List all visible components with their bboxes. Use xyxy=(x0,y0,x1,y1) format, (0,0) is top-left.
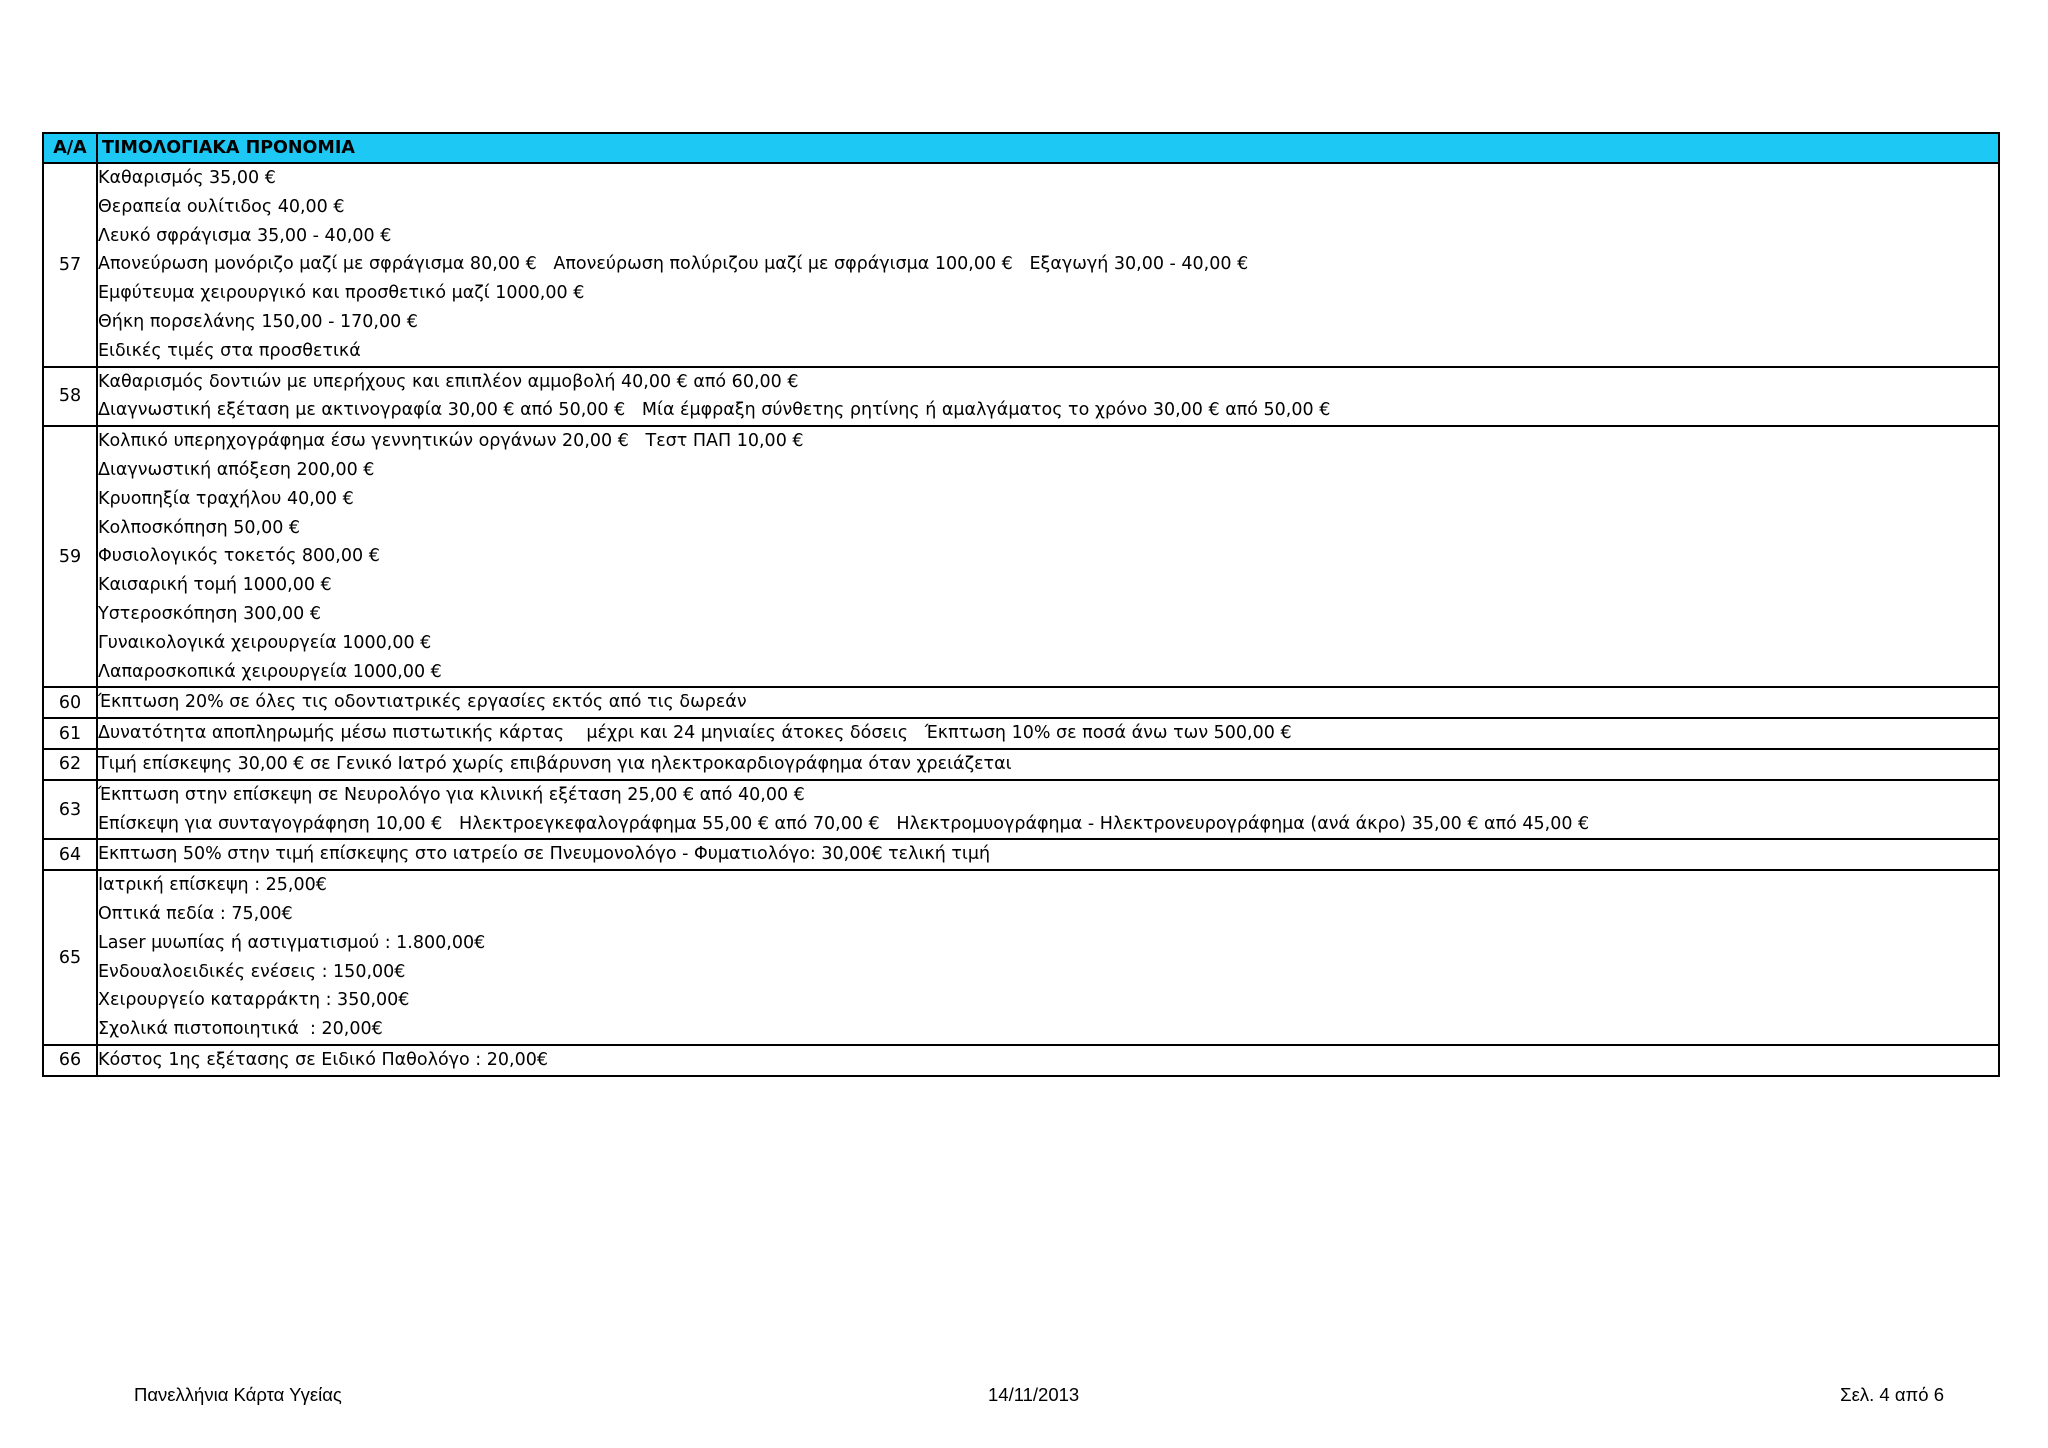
benefit-line: Φυσιολογικός τοκετός 800,00 € xyxy=(98,546,380,567)
row-number: 64 xyxy=(43,839,97,870)
benefit-line: Κολπικό υπερηχογράφημα έσω γεννητικών οργάνων 20,00 € Τεστ ΠΑΠ 10,00 € xyxy=(98,431,804,452)
benefit-line: Ειδικές τιμές στα προσθετικά xyxy=(98,340,361,361)
row-number: 58 xyxy=(43,367,97,427)
benefit-line: Λαπαροσκοπικά χειρουργεία 1000,00 € xyxy=(98,661,442,682)
footer-date: 14/11/2013 xyxy=(988,1384,1080,1405)
benefits-cell xyxy=(97,687,1999,718)
column-header-aa: Α/Α xyxy=(43,133,97,163)
row-number: 62 xyxy=(43,749,97,780)
footer-page-number: Σελ. 4 από 6 xyxy=(1840,1384,1944,1405)
benefit-line: Σχολικά πιστοποιητικά : 20,00€ xyxy=(98,1019,383,1040)
table-row xyxy=(43,426,1999,687)
benefit-line: Εκπτωση 50% στην τιμή επίσκεψης στο ιατρείο σε Πνευμονολόγο - Φυματιολόγο: 30,00€ τελική τιμή xyxy=(98,844,991,865)
benefits-cell xyxy=(97,839,1999,870)
benefit-line: Τιμή επίσκεψης 30,00 € σε Γενικό Ιατρό χωρίς επιβάρυνση για ηλεκτροκαρδιογράφημα όταν χρειάζεται xyxy=(98,753,1012,774)
benefits-cell xyxy=(97,1045,1999,1076)
row-number: 57 xyxy=(43,163,97,367)
benefit-line: Οπτικά πεδία : 75,00€ xyxy=(98,903,293,924)
benefit-line: Υστεροσκόπηση 300,00 € xyxy=(98,603,322,624)
benefit-line: Θήκη πορσελάνης 150,00 - 170,00 € xyxy=(98,311,418,332)
benefits-cell xyxy=(97,163,1999,367)
table-body xyxy=(43,163,1999,1076)
table-row xyxy=(43,718,1999,749)
benefits-cell xyxy=(97,426,1999,687)
benefits-cell xyxy=(97,780,1999,840)
benefit-line: Γυναικολογικά χειρουργεία 1000,00 € xyxy=(98,632,432,653)
benefit-line: Διαγνωστική απόξεση 200,00 € xyxy=(98,459,375,480)
table-row xyxy=(43,870,1999,1045)
benefits-cell xyxy=(97,367,1999,427)
benefit-line: Λευκό σφράγισμα 35,00 - 40,00 € xyxy=(98,225,392,246)
benefit-line: Καθαρισμός 35,00 € xyxy=(98,168,276,188)
benefits-cell xyxy=(97,718,1999,749)
table-row xyxy=(43,780,1999,840)
row-number: 61 xyxy=(43,718,97,749)
benefit-line: Ιατρική επίσκεψη : 25,00€ xyxy=(98,875,327,896)
table-header-row xyxy=(43,133,1999,163)
row-number: 66 xyxy=(43,1045,97,1076)
benefit-line: Κρυοπηξία τραχήλου 40,00 € xyxy=(98,488,354,509)
row-number: 59 xyxy=(43,426,97,687)
benefit-line: Κολποσκόπηση 50,00 € xyxy=(98,517,301,538)
benefits-cell xyxy=(97,870,1999,1045)
benefit-line: Ενδουαλοειδικές ενέσεις : 150,00€ xyxy=(98,961,406,982)
benefit-line: Διαγνωστική εξέταση με ακτινογραφία 30,00 € από 50,00 € Μία έμφραξη σύνθετης ρητίνης ή αμαλγάματος το χρόνο 30,00 € από 50,00 € xyxy=(98,400,1331,421)
benefit-line: Θεραπεία ουλίτιδος 40,00 € xyxy=(98,196,345,217)
table-row xyxy=(43,687,1999,718)
table-row xyxy=(43,749,1999,780)
benefits-cell xyxy=(97,749,1999,780)
benefit-line: Επίσκεψη για συνταγογράφηση 10,00 € Ηλεκτροεγκεφαλογράφημα 55,00 € από 70,00 € Ηλεκτρομυογράφημα - Ηλεκτρονευρογράφημα (ανά άκρο) 35,00 € από 45,00 € xyxy=(98,813,1590,834)
table-row xyxy=(43,1045,1999,1076)
benefit-line: Καισαρική τομή 1000,00 € xyxy=(98,575,332,596)
column-header-title: ΤΙΜΟΛΟΓΙΑΚΑ ΠΡΟΝΟΜΙΑ xyxy=(97,133,1999,163)
benefit-line: Έκπτωση 20% σε όλες τις οδοντιατρικές εργασίες εκτός από τις δωρεάν xyxy=(98,692,747,713)
table-row xyxy=(43,163,1999,367)
benefit-line: Εμφύτευμα χειρουργικό και προσθετικό μαζί 1000,00 € xyxy=(98,283,585,304)
benefit-line: Κόστος 1ης εξέτασης σε Ειδικό Παθολόγο : 20,00€ xyxy=(98,1049,548,1070)
benefit-line: Έκπτωση στην επίσκεψη σε Νευρολόγο για κλινική εξέταση 25,00 € από 40,00 € xyxy=(98,784,805,805)
table-row xyxy=(43,839,1999,870)
pricing-table xyxy=(42,132,2000,1077)
benefit-line: Καθαρισμός δοντιών με υπερήχους και επιπλέον αμμοβολή 40,00 € από 60,00 € xyxy=(98,371,799,392)
benefit-line: Δυνατότητα αποπληρωμής μέσω πιστωτικής κάρτας μέχρι και 24 μηνιαίες άτοκες δόσεις Έκπτωση 10% σε ποσά άνω των 500,00 € xyxy=(98,723,1292,744)
row-number: 63 xyxy=(43,780,97,840)
table-row xyxy=(43,367,1999,427)
benefit-line: Χειρουργείο καταρράκτη : 350,00€ xyxy=(98,990,410,1011)
row-number: 60 xyxy=(43,687,97,718)
footer-title: Πανελλήνια Κάρτα Υγείας xyxy=(134,1384,342,1405)
benefit-line: Laser μυωπίας ή αστιγματισμού : 1.800,00€ xyxy=(98,932,486,953)
benefit-line: Απονεύρωση μονόριζο μαζί με σφράγισμα 80,00 € Απονεύρωση πολύριζου μαζί με σφράγισμα 100,00 € Εξαγωγή 30,00 - 40,00 € xyxy=(98,254,1249,275)
row-number: 65 xyxy=(43,870,97,1045)
